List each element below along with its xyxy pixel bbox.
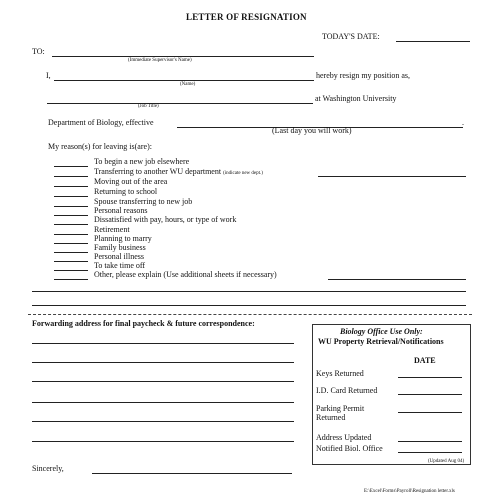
address-line[interactable] [32, 402, 294, 403]
reason-row[interactable] [54, 215, 254, 225]
reason-label: Other, please explain (Use additional sheets if necessary) [94, 270, 277, 279]
keys-returned-date[interactable] [398, 377, 462, 378]
footer-file-path: E:\Excel\Forms\Payroll\Resignation letter.xls [364, 489, 455, 494]
address-updated-label: Address Updated [316, 433, 372, 442]
other-explain-field[interactable] [328, 279, 466, 280]
reason-label: Transferring to another WU department (indicate new dept.) [94, 167, 263, 176]
reason-label: Personal reasons [94, 206, 148, 215]
reason-label: To begin a new job elsewhere [94, 157, 190, 166]
reason-label: Dissatisfied with pay, hours, or type of work [94, 215, 237, 224]
reason-label: Planning to marry [94, 234, 152, 243]
section-divider [28, 314, 472, 315]
i-label: I, [46, 71, 51, 80]
signature-line[interactable] [92, 473, 292, 474]
reason-label: Retirement [94, 225, 130, 234]
updated-note: (Updated Aug 04) [428, 459, 465, 464]
employee-name-field[interactable] [54, 70, 314, 81]
parking-permit-label: Parking Permit [316, 404, 365, 413]
reason-label: Returning to school [94, 187, 158, 196]
last-day-hint: (Last day you will work) [272, 126, 352, 135]
todays-date-field[interactable] [396, 31, 470, 42]
reason-label: To take time off [94, 261, 146, 270]
job-title-field[interactable] [47, 93, 313, 104]
reason-label: Spouse transferring to new job [94, 197, 193, 206]
explanation-line[interactable] [32, 291, 466, 292]
date-column-header: DATE [414, 356, 436, 365]
address-line[interactable] [32, 381, 294, 382]
supervisor-hint: (Immediate Supervisor's Name) [128, 58, 192, 63]
reason-row[interactable] [54, 187, 254, 197]
address-line[interactable] [32, 362, 294, 363]
reason-row[interactable] [54, 177, 254, 187]
todays-date-label: TODAY'S DATE: [322, 32, 380, 41]
to-label: TO: [32, 47, 45, 56]
forwarding-label: Forwarding address for final paycheck & future correspondence: [32, 319, 255, 328]
reason-note: (indicate new dept.) [223, 171, 263, 176]
office-use-heading: Biology Office Use Only: [340, 327, 423, 336]
period-mark: . [462, 118, 464, 127]
sincerely-label: Sincerely, [32, 464, 64, 473]
keys-returned-label: Keys Returned [316, 369, 364, 378]
reason-label: Personal illness [94, 252, 144, 261]
notified-office-date[interactable] [398, 452, 462, 453]
form-title: LETTER OF RESIGNATION [186, 12, 307, 22]
resign-text: hereby resign my position as, [316, 71, 410, 80]
address-line[interactable] [32, 343, 294, 344]
job-title-hint: (Job Title) [138, 104, 159, 109]
address-line[interactable] [32, 421, 294, 422]
address-line[interactable] [32, 441, 294, 442]
name-hint: (Name) [180, 82, 196, 87]
department-text: Department of Biology, effective [48, 118, 154, 127]
reason-label: Family business [94, 243, 146, 252]
address-updated-date[interactable] [398, 441, 462, 442]
id-card-returned-label: I.D. Card Returned [316, 386, 378, 395]
id-card-returned-date[interactable] [398, 394, 462, 395]
office-use-subheading: WU Property Retrieval/Notifications [318, 337, 444, 346]
reason-row[interactable] [54, 157, 254, 167]
reason-blank[interactable] [54, 279, 88, 280]
reasons-label: My reason(s) for leaving is(are): [48, 142, 152, 151]
explanation-line[interactable] [32, 305, 466, 306]
reason-label: Moving out of the area [94, 177, 168, 186]
notified-office-label: Notified Biol. Office [316, 444, 383, 453]
at-university-text: at Washington University [315, 94, 397, 103]
parking-returned-label: Returned [316, 413, 346, 422]
new-dept-field[interactable] [318, 176, 466, 177]
supervisor-name-field[interactable] [52, 46, 314, 57]
parking-permit-date[interactable] [398, 412, 462, 413]
reason-row[interactable] [54, 270, 334, 280]
